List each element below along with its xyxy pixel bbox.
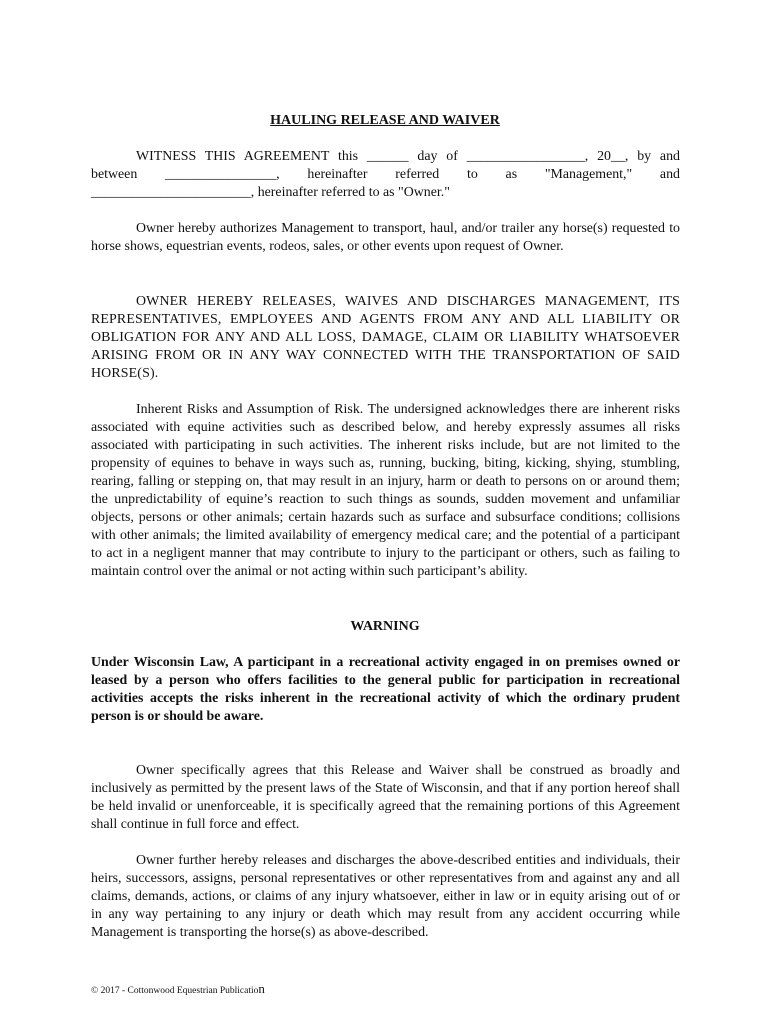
authorize-paragraph: Owner hereby authorizes Management to transport, haul, and/or trailer any horse(s) requested to horse shows, equestrian events, rodeos, sales, or other events upon request of Owner.	[91, 221, 680, 254]
document-title: HAULING RELEASE AND WAIVER	[270, 113, 500, 128]
warning-text: Under Wisconsin Law, A participant in a recreational activity engaged in on premises owned or leased by a person who offers facilities to the general public for participation in recreational activities accepts the risks inherent in the recreational activity of which the ordinary prudent person is or should be aware.	[91, 655, 680, 724]
footer-copyright-tail: n	[258, 981, 265, 996]
further-release-paragraph: Owner further hereby releases and discharges the above-described entities and individuals, their heirs, successors, assigns, personal representatives or other representatives from and against any and all claims, demands, actions, or claims of any injury whatsoever, either in law or in equity arising out of or in any way pertaining to any injury or death which may result from any accident occurring while Management is transporting the horse(s) as above-described.	[91, 853, 680, 940]
witness-line-3: _______________________, hereinafter referred to as "Owner."	[91, 185, 450, 200]
witness-paragraph	[91, 148, 680, 202]
risk-paragraph: Inherent Risks and Assumption of Risk. The undersigned acknowledges there are inherent risks associated with equine activities such as described below, and hereby expressly assumes all risks associated with participating in such activities. The inherent risks include, but are not limited to the propensity of equines to behave in ways such as, running, bucking, biting, kicking, shying, stumbling, rearing, falling or stepping on, that may result in an injury, harm or death to persons on or around them; the unpredictability of equine’s reaction to such things as sounds, sudden movement and unfamiliar objects, persons or other animals; certain hazards such as surface and subsurface conditions; collisions with other animals; the limited availability of emergency medical care; and the potential of a participant to act in a negligent manner that may contribute to injury to the participant or others, such as failing to maintain control over the animal or not acting within such participant’s ability.	[91, 402, 680, 579]
witness-line-2: between ________________, hereinafter referred to as "Management," and	[91, 167, 680, 182]
witness-line-1: WITNESS THIS AGREEMENT this ______ day of _________________, 20__, by and	[136, 149, 680, 164]
footer-copyright-text: © 2017 - Cottonwood Equestrian Publicatio	[91, 986, 259, 996]
construe-paragraph: Owner specifically agrees that this Release and Waiver shall be construed as broadly and inclusively as permitted by the present laws of the State of Wisconsin, and that if any portion hereof shall be held invalid or unenforceable, it is specifically agreed that the remaining portions of this Agreement shall continue in full force and effect.	[91, 763, 680, 832]
warning-title: WARNING	[350, 619, 420, 634]
footer-copyright	[91, 983, 265, 997]
release-paragraph: OWNER HEREBY RELEASES, WAIVES AND DISCHARGES MANAGEMENT, ITS REPRESENTATIVES, EMPLOYEES AND AGENTS FROM ANY AND ALL LIABILITY OR OBLIGATION FOR ANY AND ALL LOSS, DAMAGE, CLAIM OR LIABILITY WHATSOEVER ARISING FROM OR IN ANY WAY CONNECTED WITH THE TRANSPORTATION OF SAID HORSE(S).	[91, 294, 680, 381]
